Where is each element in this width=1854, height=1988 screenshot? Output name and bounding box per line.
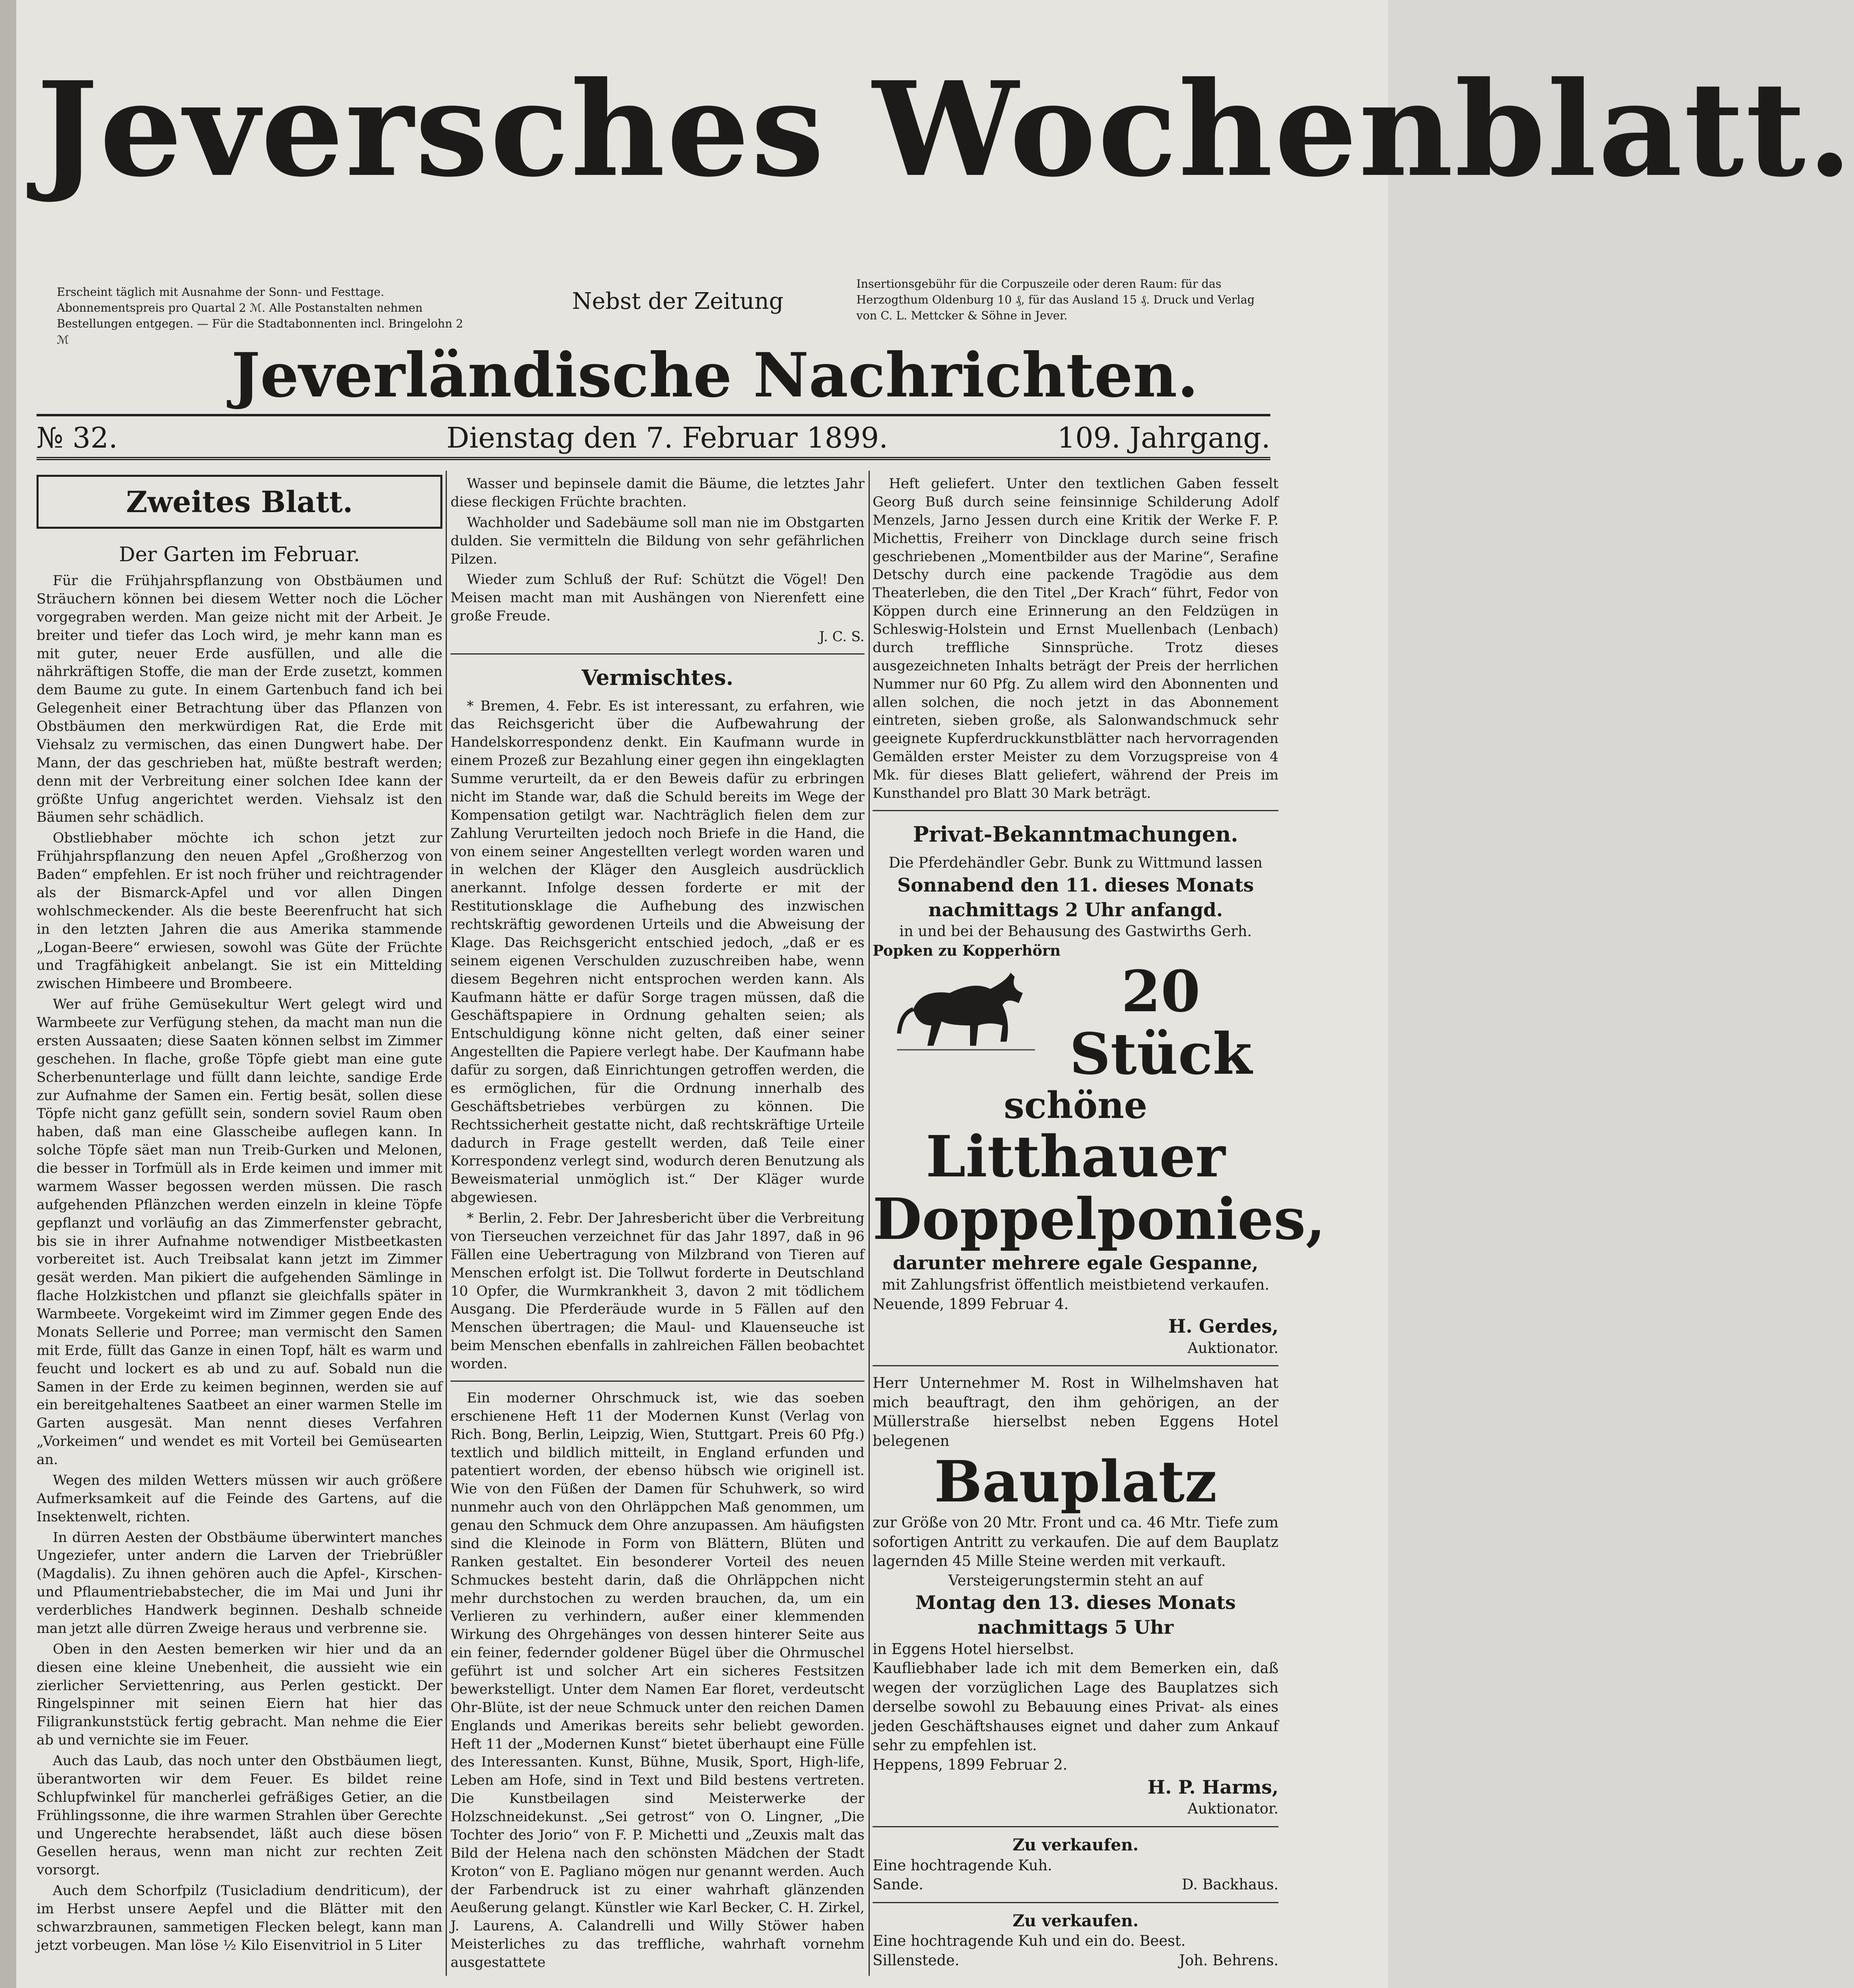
ads-heading: Privat-Bekanntmachungen. (913, 822, 1238, 847)
ad-text: zur Größe von 20 Mtr. Front und ca. 46 Mtr. Tiefe zum sofortigen Antritt zu verkaufen. Die auf dem Bauplatz lagernden 45 Mille Steine werden mit verkauft. (873, 1514, 1278, 1570)
cow-sale-ad-1 (873, 1835, 1278, 1895)
paragraph: Auch das Laub, das noch unter den Obstbäumen liegt, überantworten wir dem Feuer. Es bildet reine Schlupfwinkel für mancherlei gefräßiges Getier, an die Frühlingssonne, die ihre warmen Strahlen über Gerechte und Ungerechte herabsendet, läßt auch diese bösen Gesellen heraus, wenn man nicht zur rechten Zeit vorsorgt. (37, 1753, 442, 1878)
ad-text: Die Pferdehändler Gebr. Bunk zu Wittmund lassen (888, 855, 1263, 872)
ad-item: Doppelponies, (873, 1186, 1326, 1253)
ad-signatory: H. Gerdes, (1168, 1315, 1278, 1338)
ad-time: nachmittags 2 Uhr anfangd. (928, 898, 1223, 921)
ad-signatory: Joh. Behrens. (1179, 1952, 1278, 1969)
horse-icon (889, 965, 1043, 1058)
paragraph: Wasser und bepinsele damit die Bäume, die letztes Jahr diese fleckigen Früchte brachten. (451, 476, 864, 510)
ad-text: Herr Unternehmer M. Rost in Wilhelmshaven hat mich beauftragt, den ihm gehörigen, an der Müllerstraße hierselbst neben Eggens Hotel belegenen (873, 1375, 1278, 1450)
second-sheet-badge: Zweites Blatt. (37, 475, 442, 529)
cow-sale-ad-2 (873, 1910, 1278, 1971)
paragraph: Wegen des milden Wetters müssen wir auch größere Aufmerksamkeit auf die Feinde des Gartens, auf die Insektenwelt, richten. (37, 1472, 442, 1525)
volume-year: 109. Jahrgang. (1057, 421, 1270, 454)
column-rule (869, 471, 870, 1976)
horse-auction-ad (873, 853, 1326, 1358)
paragraph: Ein moderner Ohrschmuck ist, wie das soeben erschienene Heft 11 der Modernen Kunst (Verlag von Rich. Bong, Berlin, Leipzig, Wien, Stuttgart. Preis 60 Pfg.) textlich und bildlich mitteilt, in England erfunden und patentiert worden, der ebenso hübsch wie originell ist. Wie von den Füßen der Damen für Schuhwerk, so wird nunmehr auch von den Ohrläppchen Maß genommen, um genau den Schmuck dem Ohre anzupassen. Am häufigsten sind die Kleinode in Form von Blättern, Blüten und Ranken gestaltet. Ein besonderer Vorteil des neuen Schmuckes besteht darin, daß die Ohrläppchen nicht mehr durchstochen zu werden brauchen, da, um ein Verlieren zu verhindern, außer einer klemmenden Wirkung des Ohrgehänges von dessen hinterer Seite aus ein feiner, federnder goldener Bügel über die Ohrmuschel geführt ist und solcher Art ein sicheres Festsitzen bewerkstelligt. Unter dem Namen Ear floret, verdeutscht Ohr-Blüte, ist der neue Schmuck unter den reichen Damen Englands und Amerikas bereits sehr beliebt geworden. Heft 11 der „Modernen Kunst“ bietet überhaupt eine Fülle des Interessanten. Kunst, Bühne, Musik, Sport, High-life, Leben am Hofe, sind in Text und Bild bestens vertreten. Die Kunstbeilagen sind Meisterwerke der Holzschneidekunst. „Sei getrost“ von O. Lingner, „Die Tochter des Jorio“ von F. P. Michetti und „Zeuxis malt das Bild der Helena nach den schönsten Mädchen der Stadt Kroton“ von E. Pagliano mögen nur genannt werden. Auch der Farbendruck ist zu einer wahrhaft glänzenden Aeußerung gelangt. Künstler wie Karl Becker, C. H. Zirkel, J. Laurens, A. Calandrelli und Willy Stöwer haben Meisterliches zu das treffliche, wahrhaft vornehm ausgestattete (451, 1389, 864, 1971)
ad-text: Eine hochtragende Kuh. (873, 1857, 1052, 1874)
ad-text: Versteigerungstermin steht an auf (948, 1572, 1203, 1589)
ad-text: in Eggens Hotel hierselbst. (873, 1641, 1074, 1658)
divider (873, 1826, 1278, 1827)
paragraph: Wachholder und Sadebäume soll man nie im Obstgarten dulden. Sie vermitteln die Bildung von sehr gefährlichen Pilzen. (451, 514, 864, 567)
ad-place-date: Neuende, 1899 Februar 4. (873, 1296, 1069, 1313)
paragraph: * Bremen, 4. Febr. Es ist interessant, zu erfahren, wie das Reichsgericht über die Aufbewahrung der Handelskorrespondenz denkt. Ein Kaufmann wurde in einem Prozeß zur Bezahlung einer gegen ihn eingeklagten Summe verurteilt, da er den Beweis dafür zu erbringen nicht im Stande war, daß die Schuld bereits im Wege der Kompensation getilgt war. Nachträglich fielen dem zur Zahlung Verurteilten jedoch noch Briefe in die Hand, die von einem seiner Angestellten verlegt worden waren und in welchen der Kläger den Ausgleich ausdrücklich anerkannt. Infolge dessen forderte er mit der Restitutionsklage die Aufhebung des inzwischen rechtskräftig gewordenen Urteils und die Abweisung der Klage. Das Reichsgericht entschied jedoch, „daß er es seinem eigenen Verschulden zuzuschreiben habe, wenn diesem Begehren nicht entsprochen werden kann. Als Kaufmann hätte er dafür Sorge tragen müssen, daß die Geschäftspapiere in Ordnung gehalten seien; als Entschuldigung könne nicht gelten, daß einer seiner Angestellten die Papiere verlegt habe. Der Kaufmann habe dafür zu sorgen, daß Einrichtungen getroffen werden, die es ermöglichen, für die Ordnung innerhalb des Geschäftsbetriebes verbürgen zu können. Die Rechtssicherheit gestatte nicht, daß rechtskräftige Urteile dadurch in Frage gestellt werden, daß Teile einer Korrespondenz verlegt sind, wodurch deren Benutzung als Beweismaterial unmöglich ist.“ Der Kläger wurde abgewiesen. (451, 698, 864, 1206)
column-3 (873, 475, 1326, 1972)
ad-place-date: Heppens, 1899 Februar 2. (873, 1757, 1067, 1773)
paragraph: Auch dem Schorfpilz (Tusicladium dendriticum), der im Herbst unsere Aepfel und die Blätter mit den schwarzbraunen, sammetigen Flecken belegt, kann man jetzt vorbeugen. Man löse ½ Kilo Eisenvitriol in 5 Liter (37, 1882, 442, 1954)
divider (873, 1365, 1278, 1366)
article-heading: Der Garten im Februar. (119, 543, 360, 566)
ad-role: Auktionator. (1187, 1340, 1278, 1357)
ad-heading: Zu verkaufen. (1012, 1911, 1139, 1930)
paragraph: Wieder zum Schluß der Ruf: Schützt die Vögel! Den Meisen macht man mit Aushängen von Nierenfett eine große Freude. (451, 571, 864, 625)
issue-number: № 32. (37, 421, 118, 454)
ad-text: mit Zahlungsfrist öffentlich meistbietend verkaufen. (882, 1277, 1270, 1294)
ad-text: darunter mehrere egale Gespanne, (893, 1252, 1259, 1274)
ad-text: Eine hochtragende Kuh und ein do. Beest. (873, 1933, 1186, 1950)
ad-text: in und bei der Behausung des Gastwirths Gerh. (899, 923, 1252, 940)
ad-breed: Litthauer (925, 1124, 1226, 1191)
newspaper-title: Jeversches Wochenblatt. (37, 54, 1854, 206)
divider (451, 653, 864, 655)
ad-count: 20 Stück (1069, 958, 1252, 1088)
paragraph: Obstliebhaber möchte ich schon jetzt zur Frühjahrspflanzung den neuen Apfel „Großherzog von Baden“ empfehlen. Er ist noch früher und reichtragender als der Bismarck-Apfel und vor allen Dingen wohlschmeckender. Als die beste Beerenfrucht hat sich in den letzten Jahren die aus Amerika stammende „Logan-Beere“ erwiesen, sowohl was Güte der Früchte und Tragfähigkeit anbelangt. Sie ist ein Mittelding zwischen Himbeere und Brombeere. (37, 830, 442, 992)
ad-signatory: D. Backhaus. (1181, 1876, 1278, 1893)
building-plot-ad (873, 1374, 1278, 1818)
paragraph: Für die Frühjahrspflanzung von Obstbäumen und Sträuchern können bei diesem Wetter noch die Löcher vorgegraben werden. Man geize nicht mit der Arbeit. Je breiter und tiefer das Loch wird, je mehr kann man es mit guter, neuer Erde ausfüllen, und alle die nährkräftigen Stoffe, die man der Erde zusetzt, kommen dem Baume zu gute. In einem Gartenbuch fand ich bei Gelegenheit einer Betrachtung über das Pflanzen von Obstbäumen den merkwürdigen Rat, die Erde mit Viehsalz zu vermischen, das einen Dungwert habe. Der Mann, der das geschrieben hat, müßte bestraft werden; denn mit der Verbreitung einer solchen Idee kann der größte Unfug angerichtet werden. Viehsalz ist den Bäumen sehr schädlich. (37, 573, 442, 826)
paragraph: In dürren Aesten der Obstbäume überwintert manches Ungeziefer, unter andern die Larven der Triebrüßler (Magdalis). Zu ihnen gehören auch die Apfel-, Kirschen- und Pflaumentriebabstecher, die im Mai und Juni ihr verderbliches Handwerk beginnen. Deshalb schneide man jetzt alle dürren Zweige heraus und verbrenne sie. (37, 1529, 442, 1637)
ad-text: Kaufliebhaber lade ich mit dem Bemerken ein, daß wegen der vorzüglichen Lage des Bauplatzes sich derselbe sowohl zu Bebauung eines Privat- als eines jeden Geschäftshauses eignet und daher zum Ankauf sehr zu empfehlen ist. (873, 1660, 1278, 1754)
section-heading: Vermischtes. (581, 665, 734, 690)
ad-place: Popken zu Kopperhörn (873, 942, 1061, 959)
masthead (28, 16, 1854, 430)
divider (451, 1381, 864, 1382)
dateline (37, 414, 1270, 460)
paragraph: Wer auf frühe Gemüsekultur Wert gelegt wird und Warmbeete zur Verfügung stehen, da macht man nun die ersten Aussaaten; diese Saaten können selbst im Zimmer geschehen. In flache, große Töpfe giebt man eine gute Scherbenunterlage und füllt dann leichte, sandige Erde zur Aufnahme der Samen ein. Fertig besät, sollen diese Töpfe nicht ganz gefüllt sein, sondern soviel Raum oben haben, daß man eine Glasscheibe auflegen kann. In solche Töpfe säet man nun Treib-Gurken und Melonen, die besser in Torfmüll als in Erde keimen und immer mit warmem Wasser begossen werden müssen. Die rasch aufgehenden Pflänzchen werden einzeln in kleine Töpfe gepflanzt und vorläufig an das Zimmerfenster gebracht, bis sie in ihrer Aufnahme notwendiger Mistbeetkasten vorbereitet ist. Auch Treibsalat kann jetzt im Zimmer gesät werden. Man pikiert die aufgehenden Sämlinge in flache Holzkistchen und pflanzt sie gleichfalls später in Warmbeete. Vorgekeimt wird im Zimmer gegen Ende des Monats Sellerie und Porree; man vermischt den Samen mit Erde, füllt das Ganze in einen Topf, hält es warm und feucht und lockert es ab und zu auf. Sobald nun die Samen in der Erde zu keimen beginnen, werden sie auf ein bereitgehaltenes Saatbeet an einer warmen Stelle im Garten ausgesät. Man nennt dieses Verfahren „Vorkeimen“ und wendet es mit Vorteil bei Gemüsearten an. (37, 996, 442, 1468)
ad-adjective: schöne (1004, 1084, 1147, 1127)
page-edge (0, 0, 16, 1988)
supplement-note: Nebst der Zeitung (572, 288, 784, 314)
ad-signatory: H. P. Harms, (1147, 1776, 1278, 1798)
ad-time: nachmittags 5 Uhr (977, 1616, 1174, 1639)
issue-date: Dienstag den 7. Februar 1899. (446, 421, 888, 454)
ad-role: Auktionator. (1187, 1801, 1278, 1818)
column-1 (37, 475, 442, 1972)
paragraph: Heft geliefert. Unter den textlichen Gaben fesselt Georg Buß durch seine feinsinnige Schilderung Adolf Menzels, Jarno Jessen durch eine Kritik der Werke F. P. Michettis, Freiherr von Dincklage durch seine frisch geschriebenen „Momentbilder aus der Marine“, Serafine Detschy durch eine packende Tragödie aus dem Theaterleben, die den Titel „Der Krach“ führt, Fedor von Köppen durch eine Erinnerung an den Feldzügen in Schleswig-Holstein und Ernst Muellenbach (Lenbach) durch treffliche Sinnsprüche. Trotz dieses ausgezeichneten Inhalts beträgt der Preis der herrlichen Nummer nur 60 Pfg. Zu allem wird den Abonnenten und allen solchen, die noch jetzt in das Abonnement eintreten, sieben große, als Salonwandschmuck sehr geeignete Kupferdruckkunstblätter nach hervorragenden Gemälden erster Meister zu dem Vorzugspreise von 4 Mk. für dieses Blatt geliefert, während der Preis im Kunsthandel pro Blatt 30 Mark beträgt. (873, 476, 1278, 801)
column-rule (446, 471, 447, 1976)
ad-place: Sande. (873, 1876, 924, 1893)
ad-big-title: Bauplatz (934, 1449, 1217, 1516)
divider (873, 810, 1278, 811)
divider (873, 1902, 1278, 1903)
ad-date: Montag den 13. dieses Monats (915, 1592, 1236, 1614)
paragraph: * Berlin, 2. Febr. Der Jahresbericht über die Verbreitung von Tierseuchen verzeichnet für das Jahr 1897, daß in 96 Fällen eine Uebertragung von Milzbrand von Tieren auf Menschen erfolgt ist. Die Tollwut forderte in Deutschland 10 Opfer, die Wurmkrankheit 3, davon 2 mit tödlichem Ausgang. Die Pferderäude wurde in 5 Fällen auf den Menschen übertragen; die Maul- und Klauenseuche ist beim Menschen ebenfalls in zahlreichen Fällen beobachtet worden. (451, 1210, 864, 1372)
author-signature: J. C. S. (819, 629, 864, 645)
ad-place: Sillenstede. (873, 1952, 959, 1969)
column-2 (451, 475, 864, 1972)
subtitle: Jeverländische Nachrichten. (231, 340, 1199, 411)
ad-date: Sonnabend den 11. dieses Monats (897, 874, 1254, 896)
subscription-info: Erscheint täglich mit Ausnahme der Sonn- und Festtage. Abonnementspreis pro Quartal 2 ℳ. Alle Postanstalten nehmen Bestellungen entgegen. — Für die Stadtabonnenten incl. Bringelohn 2 ℳ (57, 285, 464, 347)
paragraph: Oben in den Aesten bemerken wir hier und da an diesen eine kleine Unebenheit, die aussieht wie ein zierlicher Serviettenring, aus Perlen gestickt. Der Ringelspinner mit seinen Eiern hat hier das Filigrankunststück fertig gebracht. Man nehme die Eier ab und vernichte sie im Feuer. (37, 1641, 442, 1749)
ad-heading: Zu verkaufen. (1012, 1835, 1139, 1854)
advert-rates-info: Insertionsgebühr für die Corpuszeile oder deren Raum: für das Herzogthum Oldenburg 10 ₰, für das Ausland 15 ₰. Druck und Verlag von C. L. Mettcker & Söhne in Jever. (856, 277, 1255, 323)
